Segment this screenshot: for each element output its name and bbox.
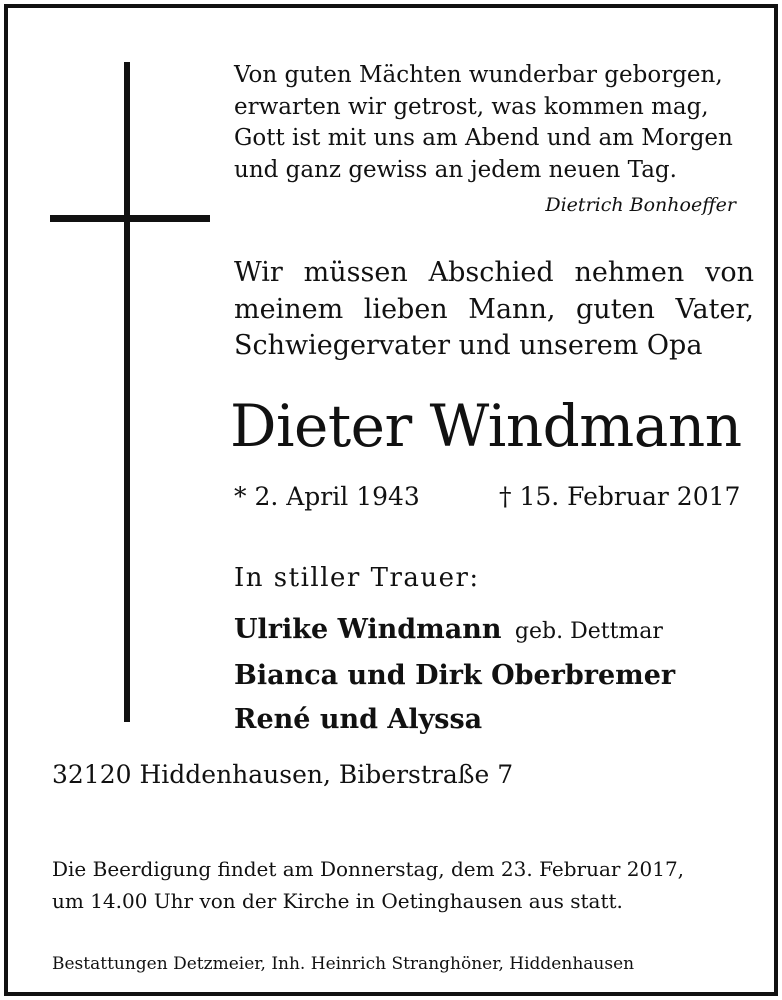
death-date: † 15. Februar 2017 xyxy=(499,482,741,511)
mourner-name: Bianca und Dirk Oberbremer xyxy=(234,660,676,691)
undertaker-credit: Bestattungen Detzmeier, Inh. Heinrich Stranghöner, Hiddenhausen xyxy=(52,954,635,974)
deceased-name: Dieter Windmann xyxy=(230,392,742,460)
poem-line: Von guten Mächten wunderbar geborgen, xyxy=(234,62,723,88)
mourner-name: Ulrike Windmann xyxy=(234,614,502,645)
birth-date: * 2. April 1943 xyxy=(234,482,420,511)
mourners-title: In stiller Trauer: xyxy=(234,563,480,593)
poem-quote xyxy=(234,60,764,186)
cross-horizontal-bar xyxy=(50,215,210,222)
poem-line: Gott ist mit uns am Abend und am Morgen xyxy=(234,125,733,151)
mourners-list xyxy=(234,608,675,742)
mourner-name: René und Alyssa xyxy=(234,704,483,735)
obituary-frame xyxy=(4,4,778,996)
cross-vertical-bar xyxy=(124,62,130,722)
poem-line: erwarten wir getrost, was kommen mag, xyxy=(234,93,709,120)
farewell-intro xyxy=(234,255,754,365)
poem-line: und ganz gewiss an jedem neuen Tag. xyxy=(234,156,677,183)
funeral-line: Die Beerdigung findet am Donnerstag, dem 23. Februar 2017, xyxy=(52,857,685,881)
mourner-note: geb. Dettmar xyxy=(514,619,663,644)
funeral-notice xyxy=(52,854,684,917)
family-address: 32120 Hiddenhausen, Biberstraße 7 xyxy=(52,760,514,789)
funeral-line: um 14.00 Uhr von der Kirche in Oetinghausen aus statt. xyxy=(52,888,623,913)
mourner-entry xyxy=(234,654,675,698)
intro-line: Wir müssen Abschied nehmen von xyxy=(234,257,754,288)
mourner-entry xyxy=(234,608,675,654)
intro-line: Schwiegervater und unserem Opa xyxy=(234,330,703,361)
intro-line: meinem lieben Mann, guten Vater, xyxy=(234,293,754,325)
poem-author: Dietrich Bonhoeffer xyxy=(545,194,736,216)
mourner-entry xyxy=(234,698,675,742)
